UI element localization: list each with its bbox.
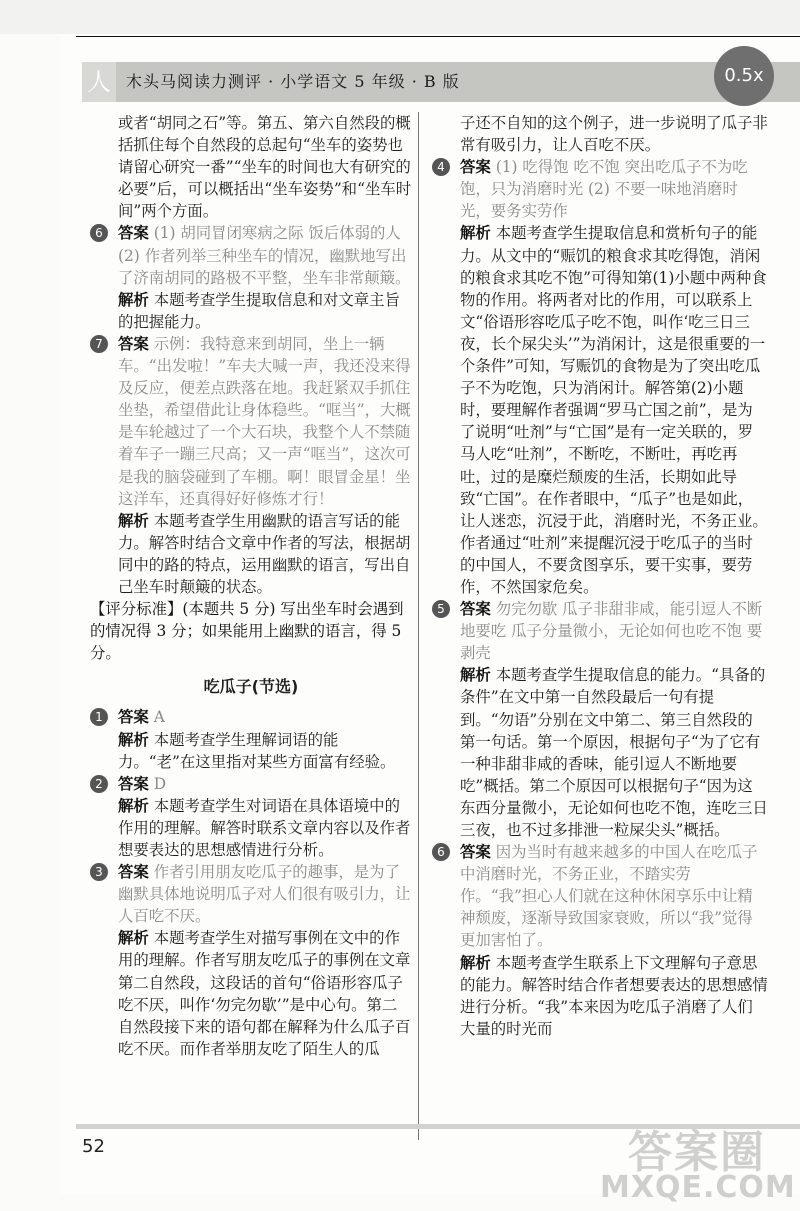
page-top-border [76,36,800,37]
answer-text: D [153,774,167,793]
answer-text: 作者引用朋友吃瓜子的趣事，是为了幽默具体地说明瓜子对人们很有吸引力，让人百吃不厌。 [118,863,411,926]
section-question-1 [90,706,412,728]
watermark-logo: 答案圈 [628,1127,766,1178]
playback-speed-button[interactable]: 0.5x [714,46,774,106]
left-column [90,112,412,1060]
analysis-label: 解析 [460,666,491,685]
section-question-4 [432,156,768,222]
page-number: 52 [82,1136,105,1157]
analysis-text: 本题考查学生提取信息和对文章主旨的把握能力。 [118,290,400,331]
analysis-label: 解析 [118,290,149,309]
continued-paragraph: 子还不自知的这个例子，进一步说明了瓜子非常有吸引力，让人百吃不厌。 [460,114,768,155]
answer-text: (1) 胡同冒闭寒病之际 饭后体弱的人 (2) 作者列举三种坐车的情况，幽默地写出了济南胡同的路极不平整，坐车非常颠簸。 [118,224,411,287]
question-number-badge: 7 [90,335,108,353]
analysis-text: 本题考查学生理解词语的能力。“老”在这里指对某些方面富有经验。 [118,730,396,771]
answer-label: 答案 [118,224,149,243]
section-analysis-1 [118,729,412,773]
section-analysis-2 [118,795,412,861]
question-number-badge: 3 [90,863,108,881]
question-number-badge: 4 [432,158,450,176]
header-mark: 人 [82,62,116,102]
analysis-text: 本题考查学生提取信息的能力。“具备的条件”在文中第一自然段最后一句有提到。“勿语”分别在文中第二、第三自然段的第一句话。第一个原因，根据句子“为了它有一种非甜非咸的香味，能引逗人不断地要吃”概括。第二个原因可以根据句子“因为这东西分量微小，无论如何也吃不饱，连吃三日三夜，也不过多排泄一粒屎尖头”概括。 [460,666,768,839]
answer-text: (1) 吃得饱 吃不饱 突出吃瓜子不为吃饱，只为消磨时光 (2) 不要一味地消磨时光，要务实劳作 [460,158,748,221]
question-number-badge: 5 [432,600,450,618]
question-number-badge: 2 [90,775,108,793]
question-number-badge: 6 [432,843,450,861]
question-number-badge: 1 [90,708,108,726]
analysis-label: 解析 [118,511,149,530]
scoring-rubric: 【评分标准】(本题共 5 分) 写出坐车时会遇到的情况得 3 分；如果能用上幽默的语言，得 5 分。 [90,600,404,663]
right-column [432,112,768,1040]
column-divider [418,112,419,1140]
top-band [0,0,800,34]
section-analysis-4 [460,222,768,598]
question-7 [90,333,412,510]
answer-label: 答案 [118,863,149,882]
analysis-text: 本题考查学生对词语在具体语境中的作用的理解。解答时联系文章内容以及作者想要表达的思想感情进行分析。 [118,796,411,859]
answer-text: 示例：我特意来到胡同，坐上一辆车。“出发啦！”车夫大喊一声，我还没来得及反应，便差点跌落在地。我赶紧双手抓住坐垫，希望借此让身体稳些。“哐当”，大概是车轮越过了一个大石块，我整个人不禁随着车子一蹦三尺高；又一声“哐当”，这次可是我的脑袋碰到了车棚。啊！眼冒金星！坐这洋车，还真得好好修炼才行！ [118,334,411,508]
watermark-url: MXQE.COM [600,1170,796,1205]
answer-label: 答案 [460,600,491,619]
analysis-label: 解析 [118,730,149,749]
header-title: 木头马阅读力测评 · 小学语文 5 年级 · B 版 [126,72,460,91]
analysis-7 [118,510,412,598]
answer-text: 因为当时有越来越多的中国人在吃瓜子中消磨时光，不务正业，不踏实劳作。“我”担心人们就在这种休闲享乐中让精神颓废，逐渐导致国家衰败，所以“我”觉得更加害怕了。 [460,843,758,950]
analysis-label: 解析 [460,224,491,243]
analysis-6 [118,289,412,333]
analysis-label: 解析 [460,953,491,972]
question-6 [90,222,412,288]
analysis-label: 解析 [118,929,149,948]
section-question-3 [90,861,412,927]
analysis-text: 本题考查学生用幽默的语言写话的能力。解答时结合文章中作者的写法，根据胡同中的路的特点，运用幽默的语言，写出自己坐车时颠簸的状态。 [118,511,411,596]
answer-label: 答案 [460,158,491,177]
answer-label: 答案 [118,708,149,727]
analysis-label: 解析 [118,796,149,815]
section-analysis-6 [460,952,768,1040]
question-number-badge: 6 [90,224,108,242]
intro-paragraph: 或者“胡同之石”等。第五、第六自然段的概括抓住每个自然段的总起句“坐车的姿势也请留心研究一番”“坐车的时间也大有研究的必要”后，可以概括出“坐车姿势”和“坐车时间”两个方面。 [118,114,412,221]
answer-text: A [153,708,165,727]
answer-text: 勿完勿歇 瓜子非甜非咸，能引逗人不断地要吃 瓜子分量微小，无论如何也吃不饱 要剥壳 [460,600,763,663]
answer-label: 答案 [118,774,149,793]
answer-label: 答案 [118,334,149,353]
section-title: 吃瓜子(节选) [203,677,299,697]
section-analysis-3 [118,927,412,1060]
analysis-text: 本题考查学生联系上下文理解句子意思的能力。解答时结合作者想要表达的思想感情进行分析。“我”本来因为吃瓜子消磨了人们大量的时光而 [460,953,768,1038]
section-question-2 [90,773,412,795]
section-analysis-5 [460,664,768,841]
answer-label: 答案 [460,843,491,862]
analysis-text: 本题考查学生提取信息和赏析句子的能力。从文中的“赈饥的粮食求其吃得饱，消闲的粮食求其吃不饱”可得知第(1)小题中两种食物的作用。将两者对比的作用，可以联系上文“俗语形容吃瓜子吃不饱，叫作‘吃三日三夜，长个屎尖头’”为消闲计，这是很重要的一个条件”可知，写赈饥的食物是为了突出吃瓜子不为吃饱，只为消闲计。解答第(2)小题时，要理解作者强调“罗马亡国之前”，是为了说明“吐剂”与“亡国”是有一定关联的，罗马人吃“吐剂”，不断吃，不断吐，再吃再吐，过的是糜烂颓废的生活，长期如此导致“亡国”。在作者眼中，“瓜子”也是如此，让人迷恋，沉浸于此，消磨时光，不务正业。作者通过“吐剂”来提醒沉浸于吃瓜子的当时的中国人，不要贪图享乐，要干实事，要劳作，不然国家危矣。 [460,224,768,596]
section-question-5 [432,598,768,664]
analysis-text: 本题考查学生对描写事例在文中的作用的理解。作者写朋友吃瓜子的事例在文章第二自然段，这段话的首句“俗语形容瓜子吃不厌，叫作‘勿完勿歇’”是中心句。第二自然段接下来的语句都在解释为什么瓜子百吃不厌。而作者举朋友吃了陌生人的瓜 [118,929,411,1058]
section-question-6 [432,841,768,951]
